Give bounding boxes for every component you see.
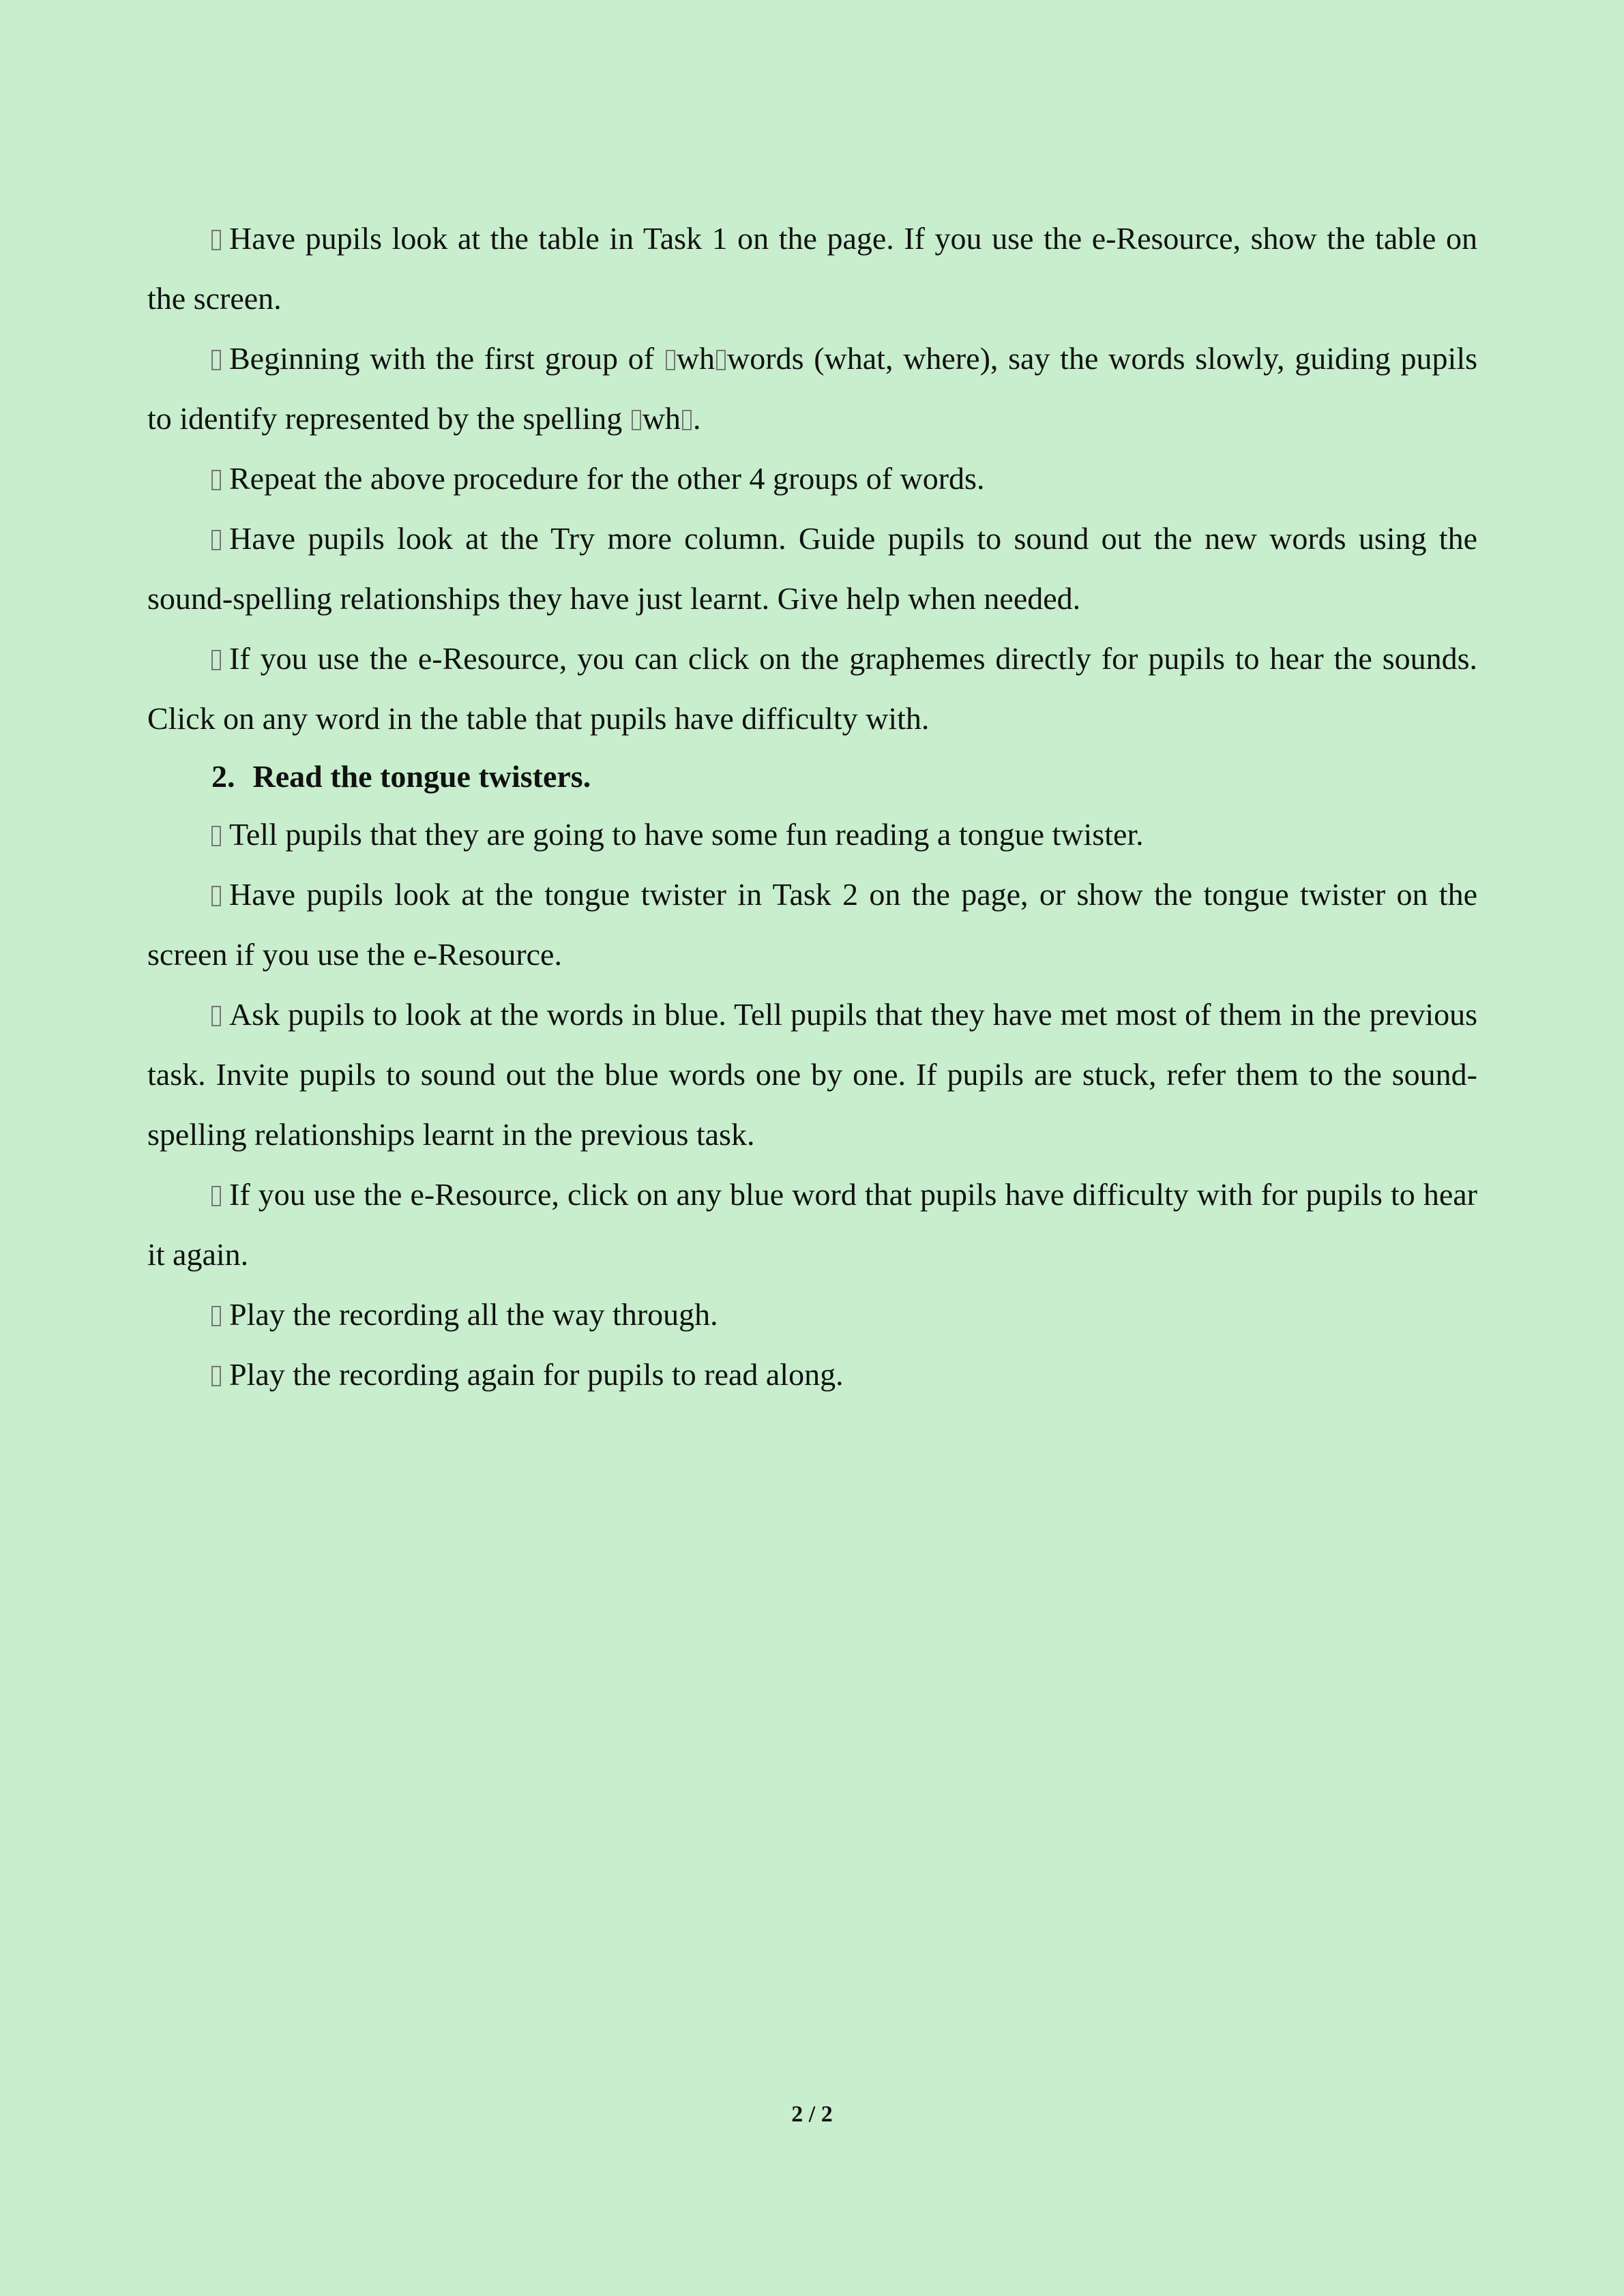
bullet-glyph-icon <box>211 1006 221 1026</box>
bullet-glyph-icon <box>211 1306 221 1326</box>
missing-glyph-icon <box>682 410 692 430</box>
missing-glyph-icon <box>666 350 675 370</box>
paragraph-wh-words <box>147 329 1477 449</box>
document-body <box>147 209 1477 1405</box>
paragraph-text: Play the recording again for pupils to read along. <box>229 1357 844 1392</box>
section-number: 2. <box>211 759 235 794</box>
paragraph-fun-reading <box>147 805 1477 865</box>
section-title: Read the tongue twisters. <box>252 759 591 794</box>
paragraph-task2-twister <box>147 865 1477 985</box>
paragraph-text-part1: Beginning with the first group of <box>229 341 664 376</box>
missing-glyph-icon <box>632 410 641 430</box>
bullet-glyph-icon <box>211 826 221 846</box>
paragraph-read-along <box>147 1345 1477 1405</box>
paragraph-e-resource-blue-word <box>147 1165 1477 1285</box>
paragraph-text: Tell pupils that they are going to have some fun reading a tongue twister. <box>229 817 1144 852</box>
bullet-glyph-icon <box>211 650 221 670</box>
missing-glyph-icon <box>716 350 726 370</box>
bullet-glyph-icon <box>211 470 221 490</box>
paragraph-blue-words <box>147 985 1477 1165</box>
quoted-spelling: wh <box>642 401 681 436</box>
bullet-glyph-icon <box>211 886 221 906</box>
paragraph-text: Repeat the above procedure for the other 4 groups of words. <box>229 461 985 496</box>
paragraph-text: If you use the e-Resource, you can click on the graphemes directly for pupils to hear the sounds. Click on any word in the table that pupils have difficulty with. <box>147 641 1477 736</box>
paragraph-repeat-procedure <box>147 449 1477 509</box>
paragraph-text: Ask pupils to look at the words in blue. Tell pupils that they have met most of them in the previous task. Invite pupils to sound out the blue words one by one. If pupils are stuck, refer them to the sound-spelling relationships learnt in the previous task. <box>147 997 1477 1152</box>
section-heading <box>147 749 1477 805</box>
bullet-glyph-icon <box>211 230 221 250</box>
page-number: 2 / 2 <box>791 2102 833 2127</box>
paragraph-e-resource-graphemes <box>147 629 1477 749</box>
paragraph-text-part2: words (what, where), say the words slowly, guiding pupils to identify represented by the spelling <box>147 341 1477 436</box>
bullet-glyph-icon <box>211 1366 221 1386</box>
bullet-glyph-icon <box>211 350 221 370</box>
paragraph-end: . <box>692 401 701 436</box>
paragraph-text: Play the recording all the way through. <box>229 1297 718 1332</box>
paragraph-play-recording <box>147 1285 1477 1345</box>
paragraph-text: Have pupils look at the Try more column. Guide pupils to sound out the new words using the sound-spelling relationships they have just learnt. Give help when needed. <box>147 521 1477 616</box>
quoted-spelling: wh <box>676 341 715 376</box>
paragraph-text: Have pupils look at the table in Task 1 on the page. If you use the e-Resource, show the table on the screen. <box>147 221 1477 316</box>
paragraph-text: Have pupils look at the tongue twister in Task 2 on the page, or show the tongue twister on the screen if you use the e-Resource. <box>147 877 1477 972</box>
paragraph-try-more <box>147 509 1477 629</box>
paragraph-text: If you use the e-Resource, click on any blue word that pupils have difficulty with for pupils to hear it again. <box>147 1177 1477 1272</box>
paragraph-task1-table <box>147 209 1477 329</box>
bullet-glyph-icon <box>211 1186 221 1206</box>
bullet-glyph-icon <box>211 530 221 550</box>
